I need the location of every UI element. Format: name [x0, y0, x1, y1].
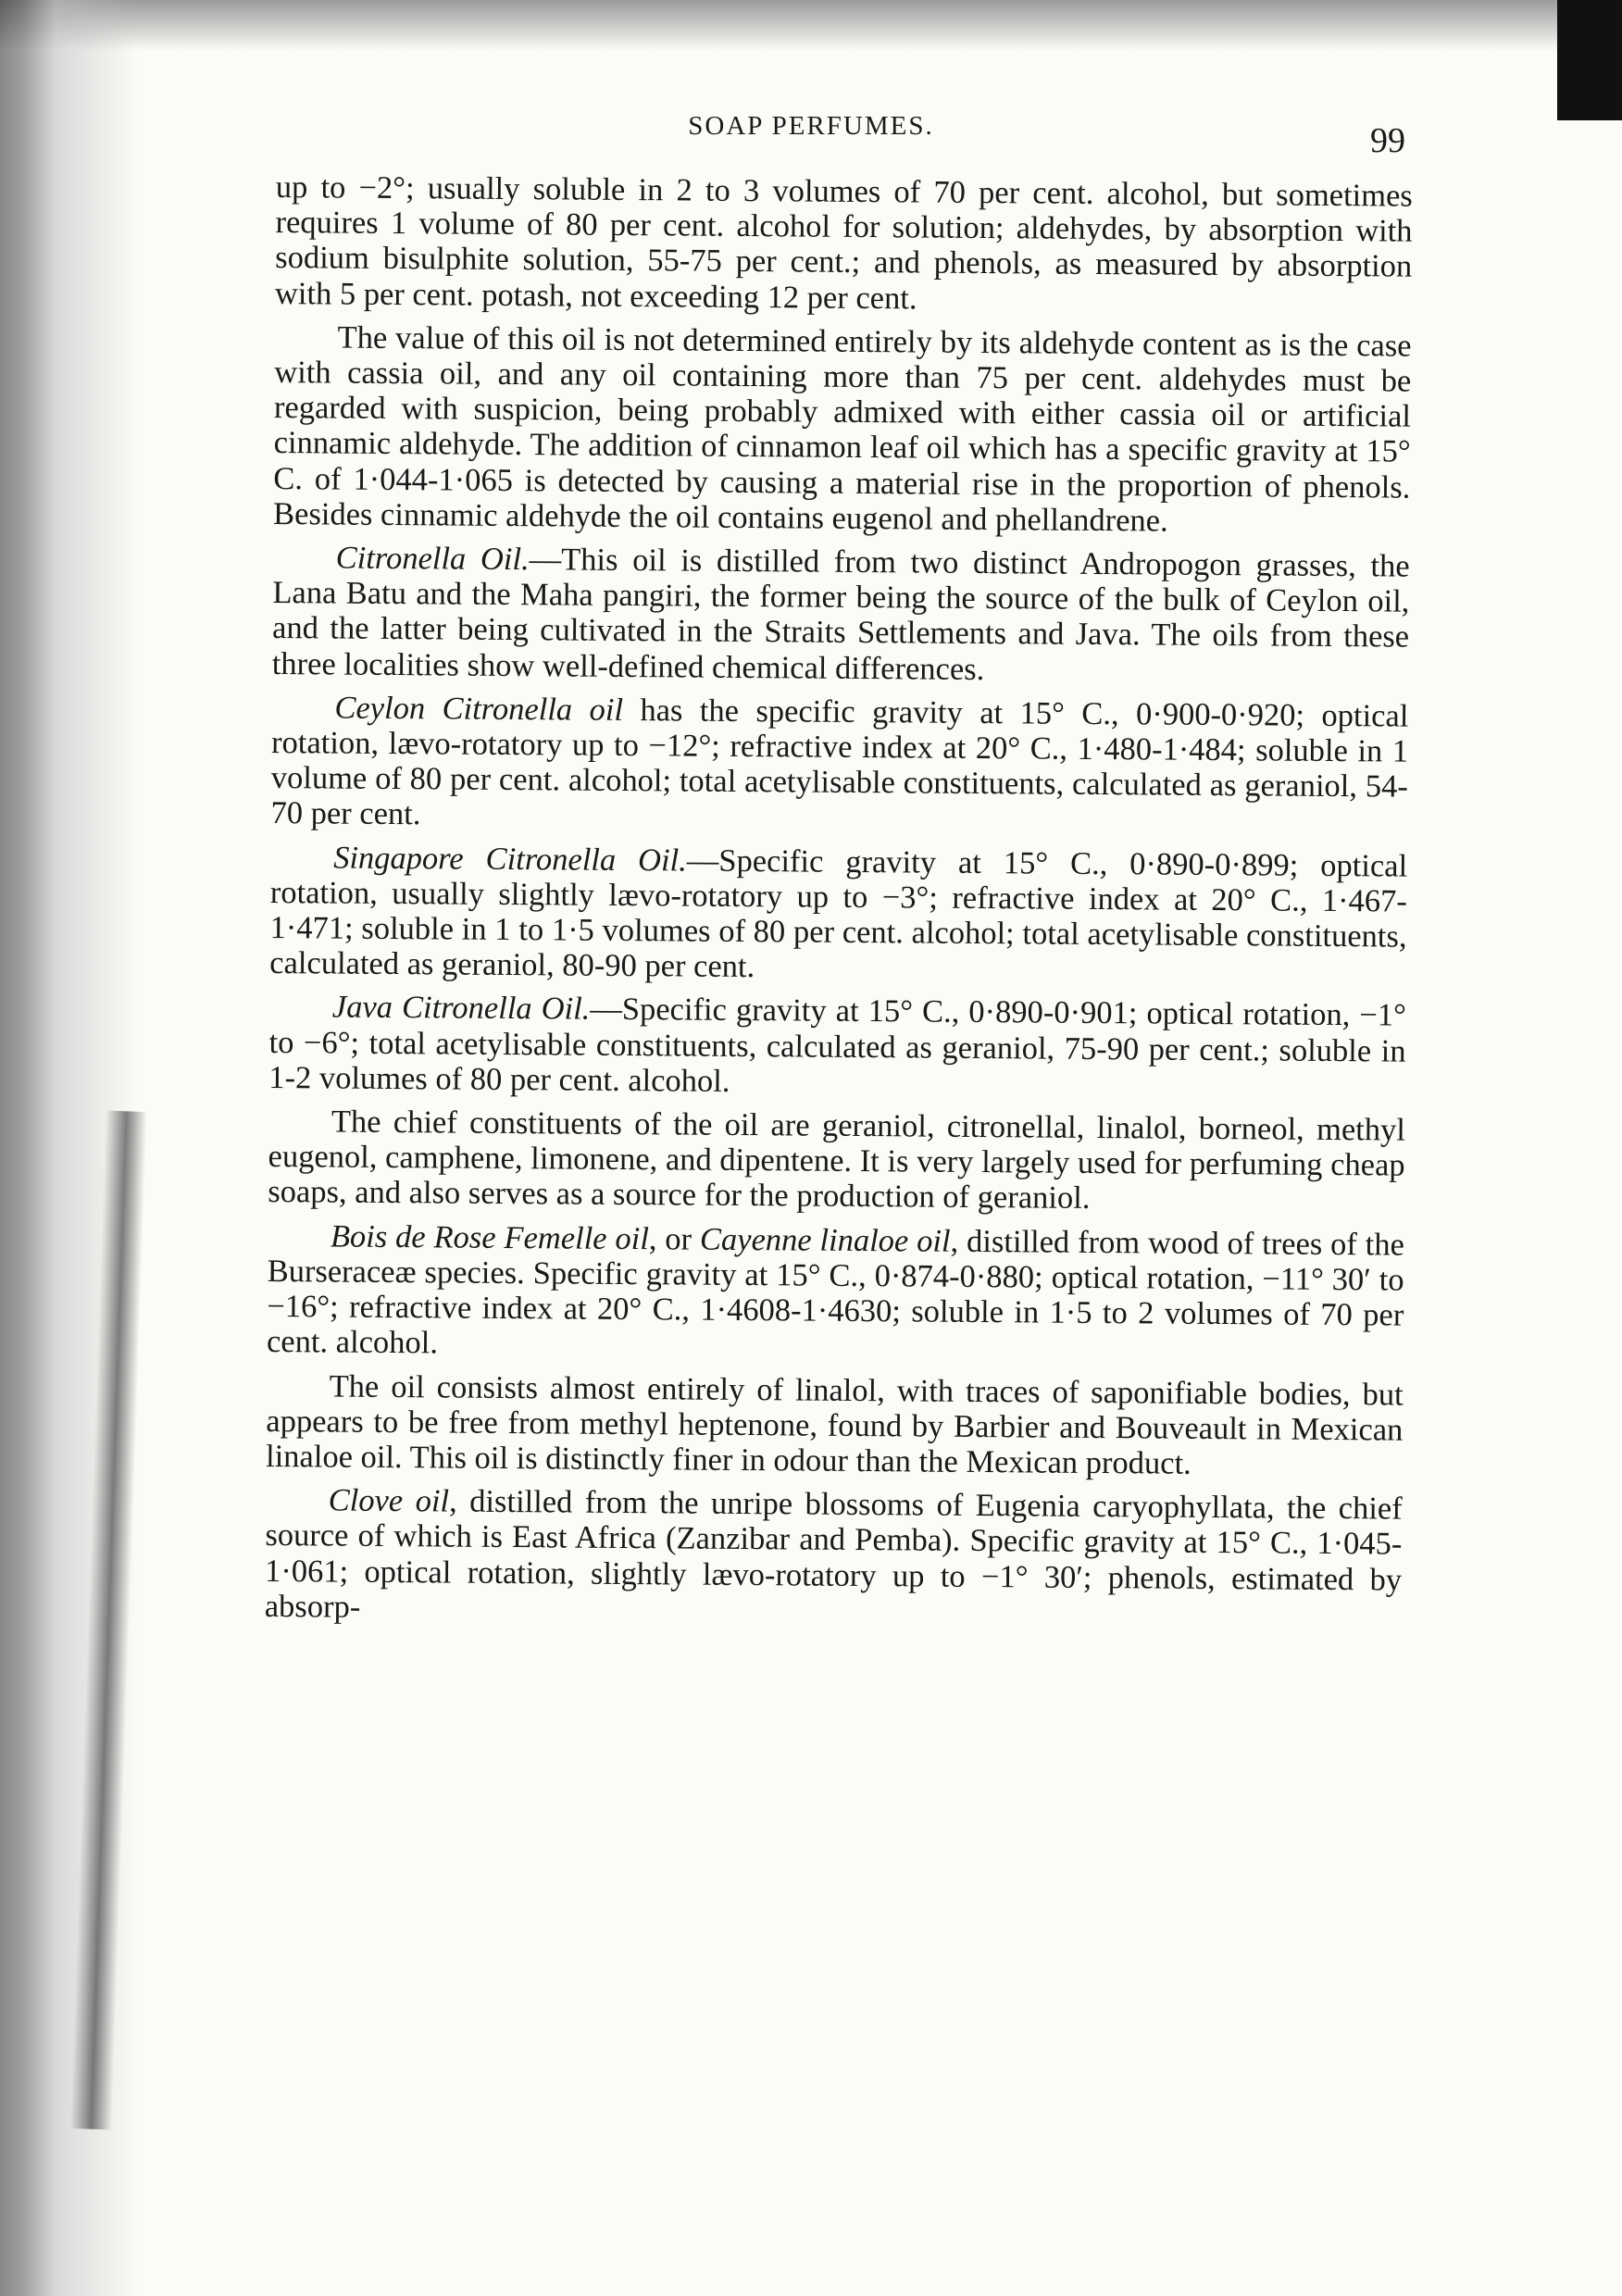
paragraph-clove-oil: [265, 1482, 1403, 1632]
scan-corner-mark: [1557, 0, 1622, 120]
term-java-citronella: Java Citronella Oil.: [331, 989, 591, 1028]
paragraph-text: , distilled from the unripe blossoms of Eugenia caryophyllata, the chief source of which is East Africa (Zanzibar and Pemba). Specific gravity at 15° C., 1·045-1·061; optical rotation, slightly lævo-rotatory up to −1° 30′; phenols, estimated by absorp-: [264, 1483, 1403, 1625]
body-text: [265, 169, 1413, 1641]
paragraph-citronella-oil: [272, 540, 1410, 690]
paragraph-bois-de-rose: [267, 1218, 1404, 1368]
paragraph-text: —This oil is distilled from two distinct Andropogon grasses, the Lana Batu and the Maha pangiri, the former being the source of the bulk of Ceylon oil, and the latter being cultivated in the Straits Settlements and Java. The oils from these three localities show well-defined chemical differences.: [271, 542, 1410, 687]
term-citronella-oil: Citronella Oil.: [335, 540, 530, 578]
paragraph-linalol: The oil consists almost entirely of linalol, with traces of saponifiable bodies, but appears to be free from methyl heptenone, found by Barbier and Bouveault in Mexican linaloe oil. This oil is distinctly finer in odour than the Mexican product.: [265, 1367, 1404, 1481]
paragraph-text: , distilled from wood of trees of the Burseraceæ species. Specific gravity at 15° C., 0·874-0·880; optical rotation, −11° 30′ to −16°; refractive index at 20° C., 1·4608-1·4630; soluble in 1·5 to 2 volumes of 70 per cent. alcohol.: [266, 1223, 1405, 1361]
paragraph-ceylon-citronella: [270, 690, 1408, 840]
paragraph-text: —Specific gravity at 15° C., 0·890-0·899; optical rotation, usually slightly lævo-rotatory up to −3°; refractive index at 20° C., 1·467-1·471; soluble in 1 to 1·5 volumes of 80 per cent. alcohol; total acetylisable constituents, calculated as geraniol, 80-90 per cent.: [269, 842, 1408, 985]
paragraph-singapore-citronella: [269, 840, 1407, 990]
term-ceylon-citronella: Ceylon Citronella oil: [334, 690, 624, 728]
term-cayenne-linaloe: Cayenne linaloe oil: [699, 1221, 951, 1259]
running-title: SOAP PERFUMES.: [688, 111, 934, 141]
term-bois-de-rose: Bois de Rose Femelle oil: [330, 1218, 650, 1256]
paragraph-continued: up to −2°; usually soluble in 2 to 3 volumes of 70 per cent. alcohol, but sometimes requires 1 volume of 80 per cent. alcohol for solution; aldehydes, by absorption with sodium bisulphite solution, 55-75 per cent.; and phenols, as measured by absorption with 5 per cent. potash, not exceeding 12 per cent.: [274, 169, 1413, 317]
term-singapore-citronella: Singapore Citronella Oil.: [333, 840, 688, 879]
paragraph-text: , or: [648, 1220, 701, 1257]
paragraph-text: —Specific gravity at 15° C., 0·890-0·901; optical rotation, −1° to −6°; total acetylisable constituents, calculated as geraniol, 75-90 per cent.; soluble in 1-2 volumes of 80 per cent. alcohol.: [268, 992, 1406, 1099]
page-number: 99: [1370, 121, 1405, 160]
paragraph-text: has the specific gravity at 15° C., 0·900-0·920; optical rotation, lævo-rotatory up to −12°; refractive index at 20° C., 1·480-1·484; soluble in 1 volume of 80 per cent. alcohol; total acetylisable constituents, calculated as geraniol, 54-70 per cent.: [270, 692, 1409, 832]
paragraph-java-citronella: [268, 989, 1406, 1104]
paragraph-chief-constituents: The chief constituents of the oil are geraniol, citronellal, linalol, borneol, methyl eugenol, camphene, limonene, and dipentene. It is very largely used for perfuming cheap soaps, and also serves as a source for the production of geraniol.: [268, 1104, 1406, 1217]
term-clove-oil: Clove oil: [328, 1482, 450, 1519]
paragraph-aldehyde-value: The value of this oil is not determined entirely by its aldehyde content as is the case with cassia oil, and any oil containing more than 75 per cent. aldehydes must be regarded with suspicion, being probably admixed with either cassia oil or artificial cinnamic aldehyde. The addition of cinnamon leaf oil which has a specific gravity at 15° C. of 1·044-1·065 is detected by causing a material rise in the proportion of phenols. Besides cinnamic aldehyde the oil contains eugenol and phellandrene.: [272, 319, 1412, 539]
scan-top-shadow: [0, 0, 1622, 51]
